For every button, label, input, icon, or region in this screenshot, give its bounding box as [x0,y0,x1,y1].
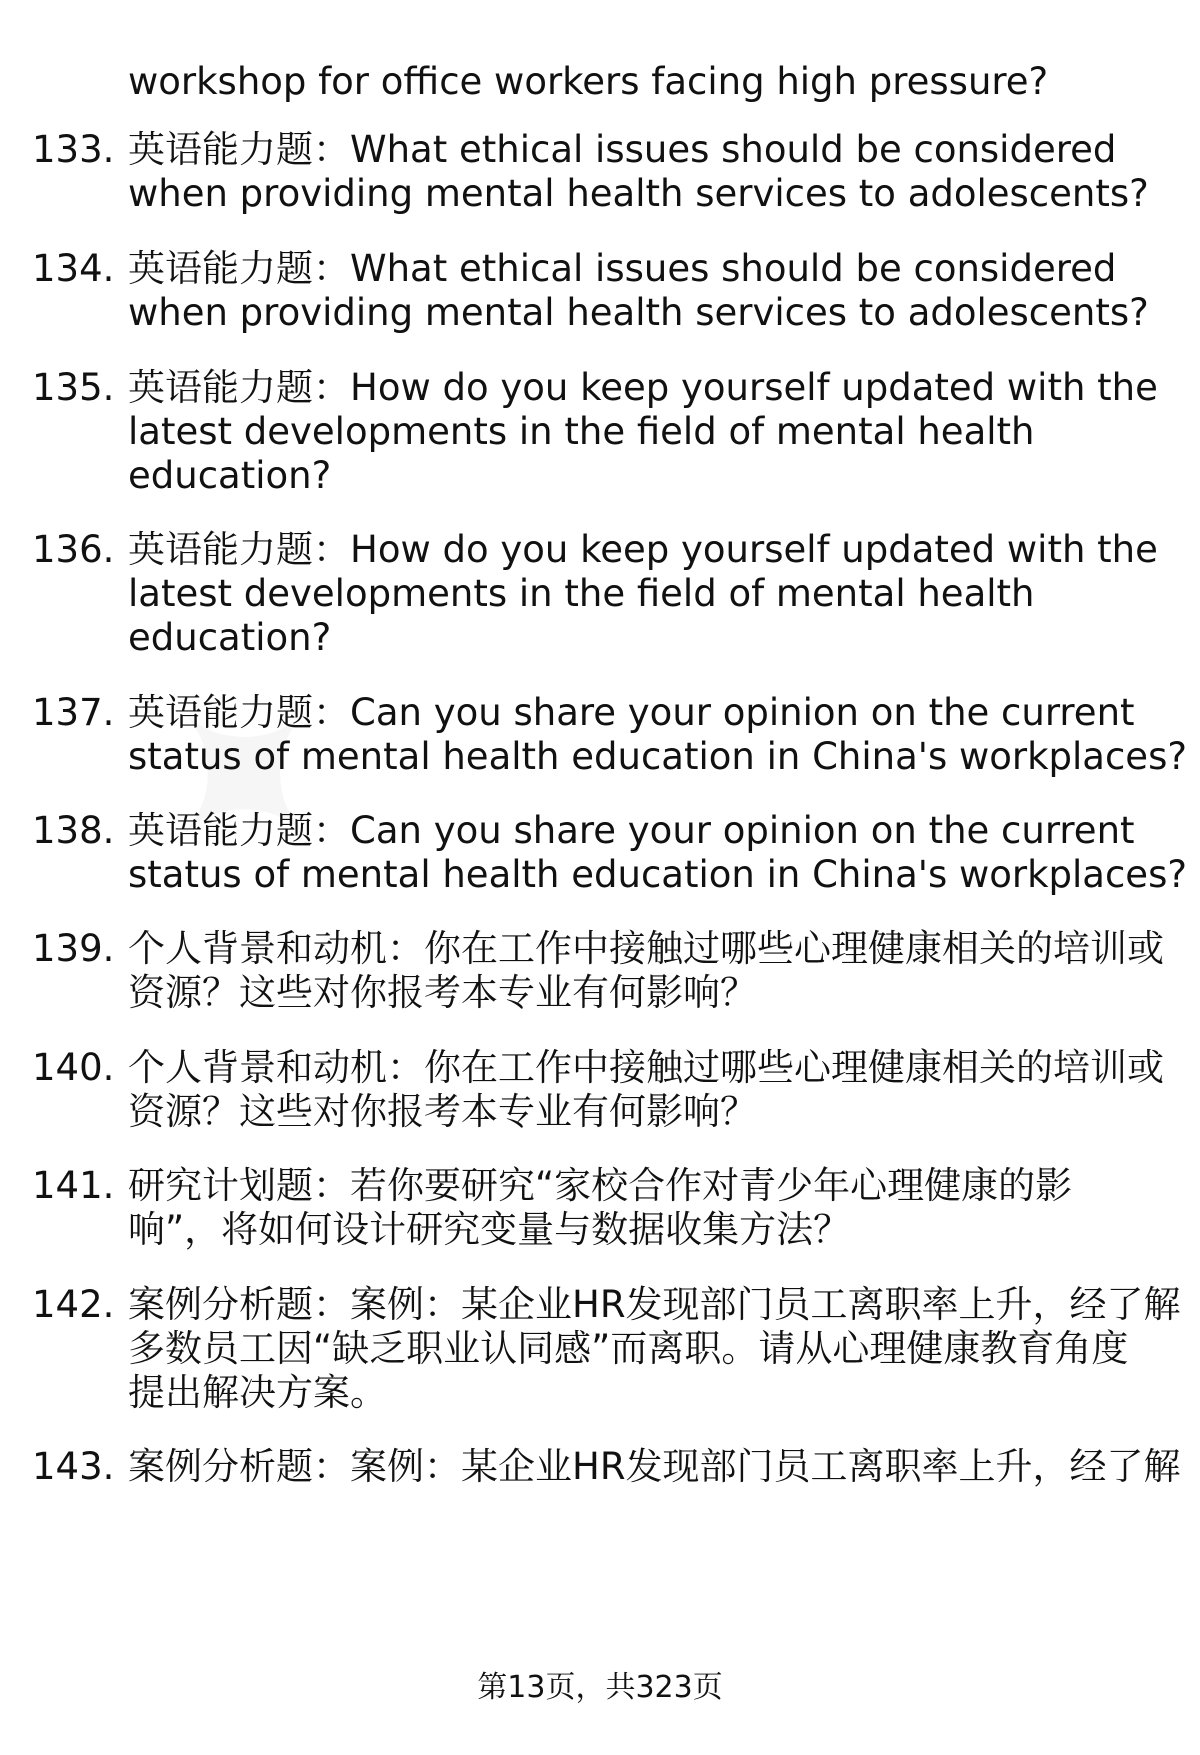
question-143-line-1: 案例分析题：案例：某企业HR发现部门员工离职率上升，经了解 [128,1445,1181,1488]
question-140-line-1: 个人背景和动机：你在工作中接触过哪些心理健康相关的培训或 [128,1046,1164,1089]
question-141-line-2: 响”，将如何设计研究变量与数据收集方法？ [128,1208,851,1251]
question-137-line-1: 英语能力题：Can you share your opinion on the current [128,691,1135,734]
question-137-line-2: status of mental health education in China's workplaces? [128,735,1187,778]
question-135-line-1: 英语能力题：How do you keep yourself updated with the [128,366,1158,409]
question-141-line-1: 研究计划题：若你要研究“家校合作对青少年心理健康的影 [128,1164,1073,1207]
question-number-136: 136. [32,528,115,571]
question-number-140: 140. [32,1046,115,1089]
question-135-line-3: education? [128,454,332,497]
question-number-137: 137. [32,691,115,734]
question-142-line-1: 案例分析题：案例：某企业HR发现部门员工离职率上升，经了解 [128,1283,1181,1326]
question-number-138: 138. [32,809,115,852]
question-133-line-2: when providing mental health services to adolescents? [128,172,1149,215]
question-136-line-2: latest developments in the field of mental health [128,572,1035,615]
question-135-line-2: latest developments in the field of mental health [128,410,1035,453]
leading-line: workshop for office workers facing high pressure? [128,60,1049,103]
question-142-line-2: 多数员工因“缺乏职业认同感”而离职。请从心理健康教育角度 [128,1327,1129,1370]
question-number-143: 143. [32,1445,115,1488]
question-140-line-2: 资源？这些对你报考本专业有何影响？ [128,1090,757,1133]
question-number-139: 139. [32,927,115,970]
question-number-141: 141. [32,1164,115,1207]
question-number-135: 135. [32,366,115,409]
question-134-line-2: when providing mental health services to adolescents? [128,291,1149,334]
question-139-line-1: 个人背景和动机：你在工作中接触过哪些心理健康相关的培训或 [128,927,1164,970]
question-number-142: 142. [32,1283,115,1326]
question-133-line-1: 英语能力题：What ethical issues should be considered [128,128,1117,171]
question-136-line-3: education? [128,616,332,659]
question-142-line-3: 提出解决方案。 [128,1371,387,1414]
question-138-line-1: 英语能力题：Can you share your opinion on the current [128,809,1135,852]
question-134-line-1: 英语能力题：What ethical issues should be considered [128,247,1117,290]
question-136-line-1: 英语能力题：How do you keep yourself updated with the [128,528,1158,571]
question-138-line-2: status of mental health education in China's workplaces? [128,853,1187,896]
question-139-line-2: 资源？这些对你报考本专业有何影响？ [128,971,757,1014]
question-number-133: 133. [32,128,115,171]
page-footer: 第13页，共323页 [477,1670,723,1705]
question-number-134: 134. [32,247,115,290]
